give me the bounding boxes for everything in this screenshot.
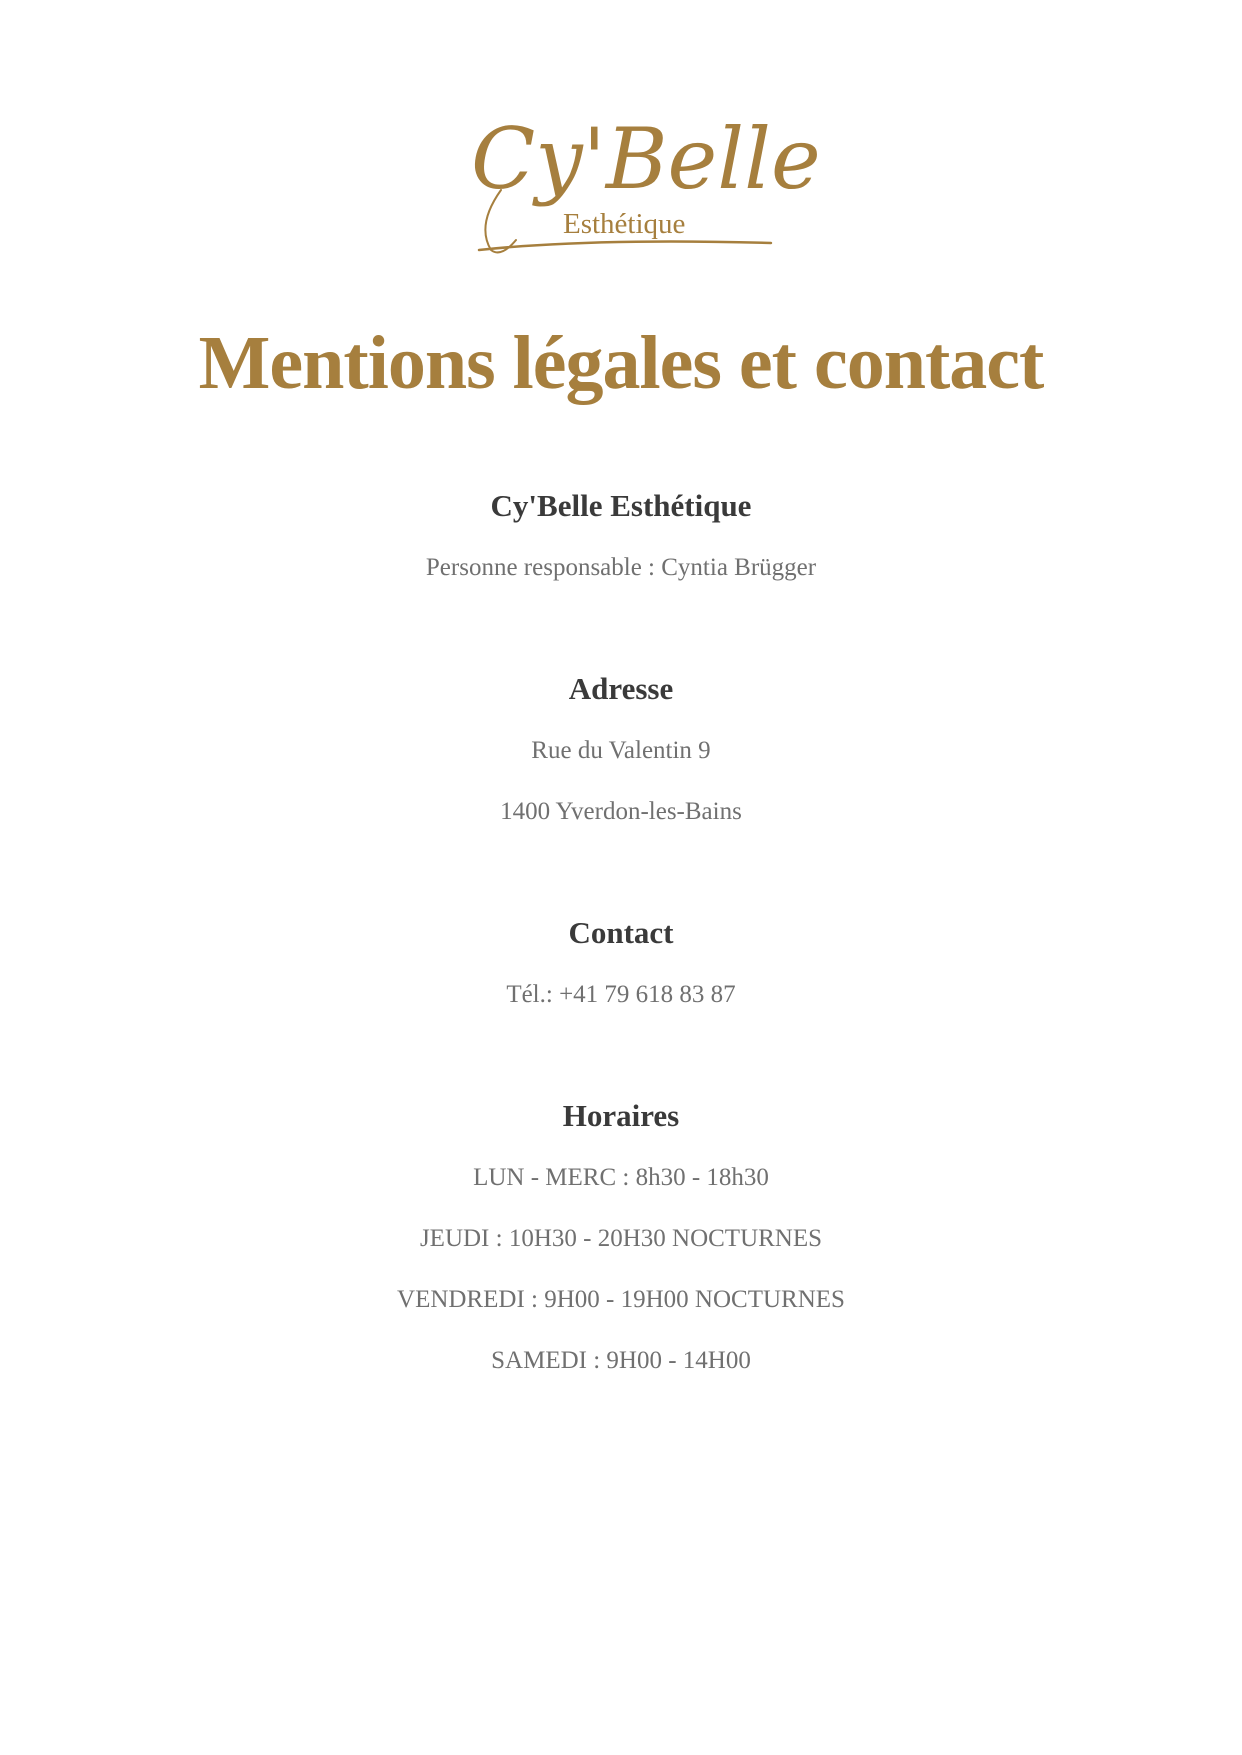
- hours-line: SAMEDI : 9H00 - 14H00: [491, 1347, 751, 1374]
- logo-subtitle: Esthétique: [563, 208, 686, 240]
- logo-script-text: Cy'Belle: [471, 110, 821, 208]
- contact-phone: Tél.: +41 79 618 83 87: [506, 981, 736, 1008]
- logo-graphic: [471, 100, 821, 260]
- page-title: Mentions légales et contact: [198, 321, 1044, 405]
- hours-line: JEUDI : 10H30 - 20H30 NOCTURNES: [419, 1225, 823, 1252]
- logo-underline: [479, 242, 771, 250]
- brand-logo: [471, 100, 821, 260]
- responsible-person: Personne responsable : Cyntia Brügger: [425, 554, 817, 581]
- address-street: Rue du Valentin 9: [531, 737, 711, 764]
- hours-heading: Horaires: [562, 1098, 680, 1133]
- company-heading: Cy'Belle Esthétique: [490, 488, 752, 523]
- address-city: 1400 Yverdon-les-Bains: [500, 798, 742, 825]
- contact-heading: Contact: [568, 915, 674, 950]
- address-heading: Adresse: [568, 671, 674, 706]
- hours-line: VENDREDI : 9H00 - 19H00 NOCTURNES: [397, 1286, 845, 1313]
- hours-line: LUN - MERC : 8h30 - 18h30: [473, 1164, 769, 1191]
